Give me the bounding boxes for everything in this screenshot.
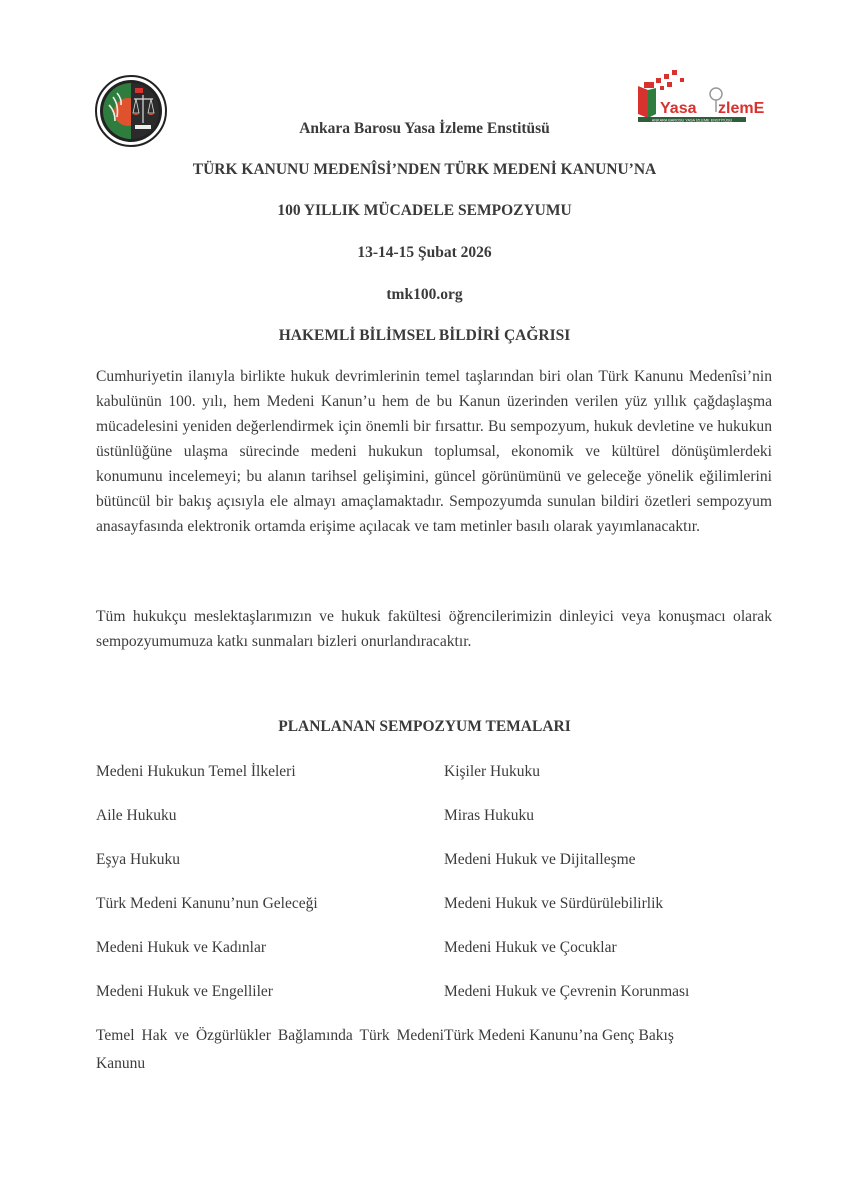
event-website[interactable]: tmk100.org [386,286,463,303]
logo-wordmark-izleme: zlemE [718,100,765,117]
title-line-1: TÜRK KANUNU MEDENÎSİ’NDEN TÜRK MEDENİ KANUNU’NA [192,161,657,178]
theme-item: Temel Hak ve Özgürlükler Bağlamında Türk Medeni Kanunu [96,1027,444,1072]
themes-list [96,758,776,1072]
yasa-izleme-logo [634,66,765,126]
yasa-izleme-logo-icon [634,66,765,126]
institute-name: Ankara Barosu Yasa İzleme Enstitüsü [299,120,550,137]
theme-item: Medeni Hukuk ve Çocuklar [444,939,617,956]
theme-item: Medeni Hukuk ve Kadınlar [96,939,267,956]
theme-item: Medeni Hukuk ve Engelliler [96,983,273,1000]
theme-item: Medeni Hukuk ve Dijitalleşme [444,851,636,868]
theme-row [96,890,776,934]
theme-item: Medeni Hukuk ve Çevrenin Korunması [444,983,690,1000]
theme-item: Türk Medeni Kanunu’na Genç Bakış [444,1027,674,1044]
theme-item: Medeni Hukukun Temel İlkeleri [96,763,296,780]
title-line-2: 100 YILLIK MÜCADELE SEMPOZYUMU [277,202,572,219]
theme-item: Türk Medeni Kanunu’nun Geleceği [96,895,318,912]
theme-item: Kişiler Hukuku [444,763,541,780]
theme-item: Medeni Hukuk ve Sürdürülebilirlik [444,895,664,912]
theme-row [96,934,776,978]
theme-row [96,978,776,1022]
theme-row [96,802,776,846]
theme-row [96,1022,776,1072]
intro-paragraph: Cumhuriyetin ilanıyla birlikte hukuk devrimlerinin temel taşlarından biri olan Türk Kanunu Medenîsi’nin kabulünün 100. yılı, hem Medeni Kanun’u hem de bu Kanun üzerinden verilen yüz yıllık çağdaşlaşma mücadelesini yeniden değerlendirmek için önemli bir fırsattır. Bu sempozyum, hukuk devletine ve hukukun üstünlüğüne ulaşma sürecinde medeni hukukun toplumsal, ekonomik ve kültürel dönüşümlerdeki konumunu incelemeyi; bu alanın tarihsel gelişimini, güncel görünümünü ve geleceğe yönelik eğilimlerini bütüncül bir bakış açısıyla ele almayı amaçlamaktadır. Sempozyumda sunulan bildiri özetleri sempozyum anasayfasında elektronik ortamda erişime açılacak ve tam metinler basılı olarak yayımlanacaktır. [96,368,772,535]
theme-row [96,846,776,890]
invitation-paragraph: Tüm hukukçu meslektaşlarımızın ve hukuk fakültesi öğrencilerimizin dinleyici veya konuşmacı olarak sempozyumumuza katkı sunmaları bizleri onurlandıracaktır. [96,608,772,650]
logo-wordmark-yasa: Yasa [660,100,697,117]
call-title: HAKEMLİ BİLİMSEL BİLDİRİ ÇAĞRISI [278,327,571,344]
theme-row [96,758,776,802]
event-dates: 13-14-15 Şubat 2026 [357,244,492,261]
themes-title: PLANLANAN SEMPOZYUM TEMALARI [278,718,571,735]
theme-item: Miras Hukuku [444,807,534,824]
theme-item: Eşya Hukuku [96,851,180,868]
theme-item: Aile Hukuku [96,807,177,824]
logo-subtitle: ANKARA BAROSU YASA İZLEME ENSTİTÜSÜ [651,118,733,123]
